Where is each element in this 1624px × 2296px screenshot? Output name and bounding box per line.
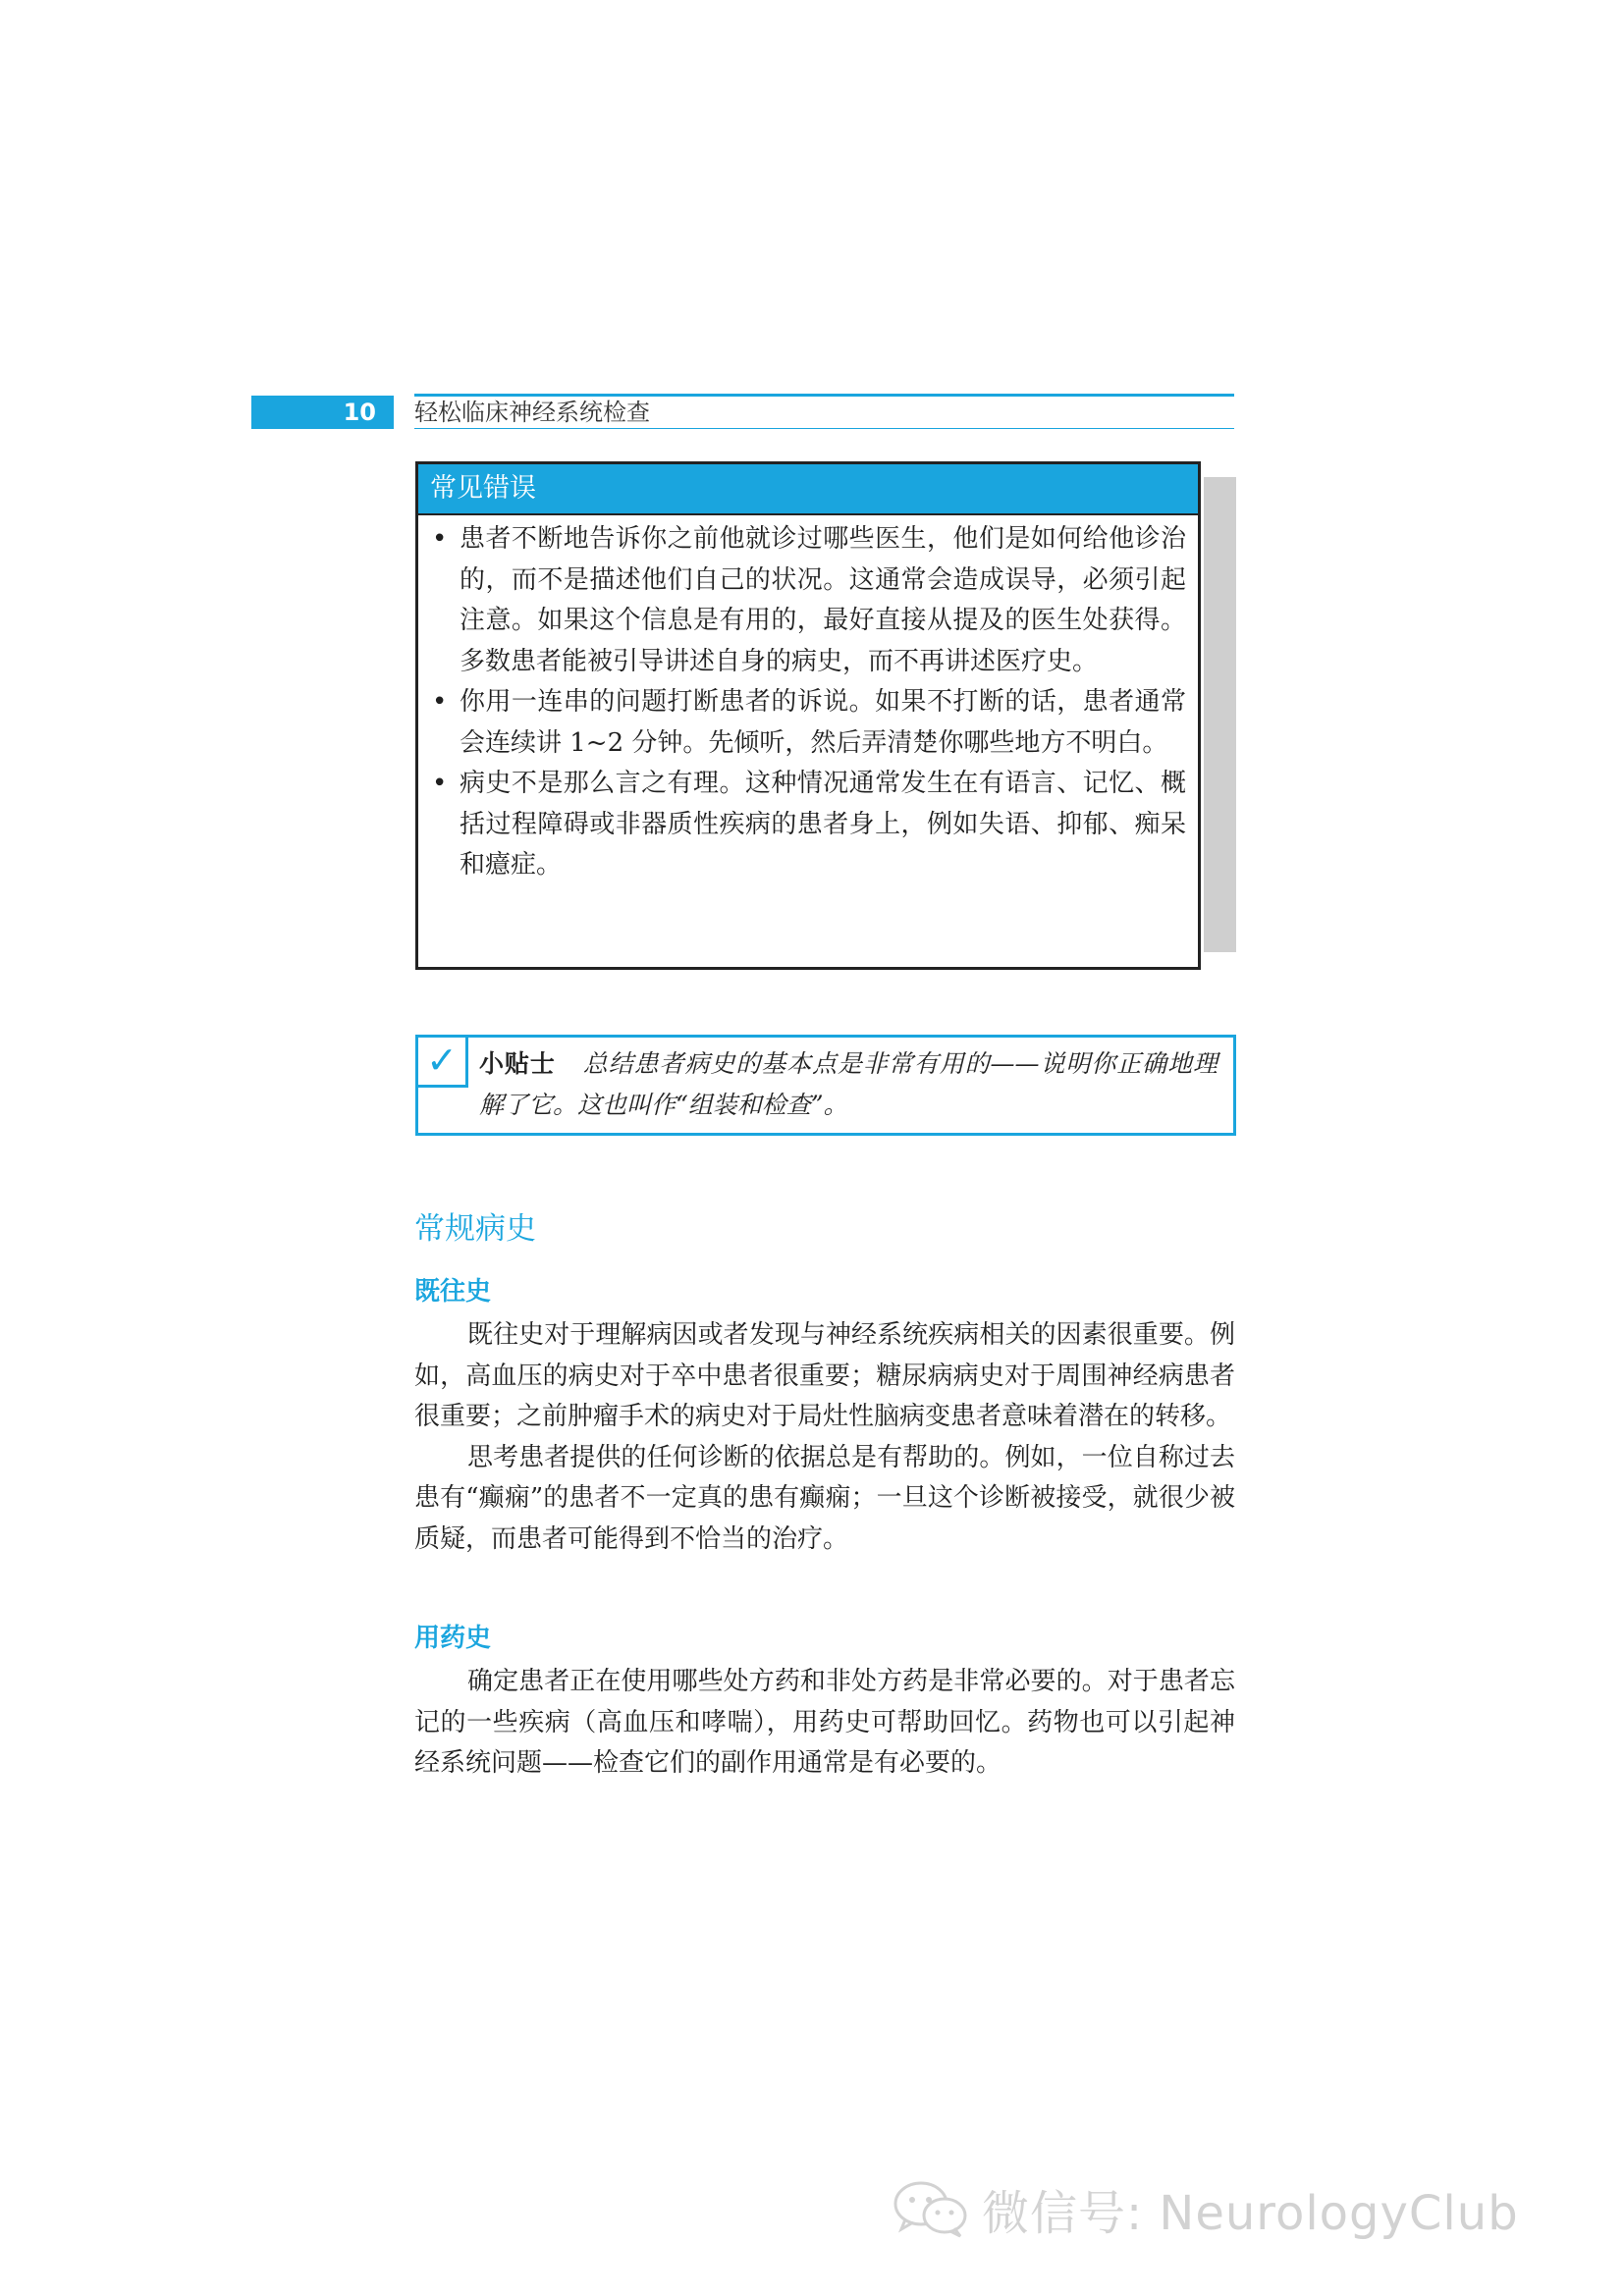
bullet-icon: • [432,769,448,798]
paragraph: 既往史对于理解病因或者发现与神经系统疾病相关的因素很重要。例如，高血压的病史对于卒中患者很重要；糖尿病病史对于周围神经病患者很重要；之前肿瘤手术的病史对于局灶性脑病变患者意味着潜在的转移。 [414,1320,1235,1431]
watermark-text: 微信号: NeurologyClub [982,2185,1519,2241]
common-mistakes-list [418,515,1198,886]
mistake-text: 你用一连串的问题打断患者的诉说。如果不打断的话，患者通常会连续讲 1~2 分钟。先倾听，然后弄清楚你哪些地方不明白。 [460,687,1186,758]
checkmark-icon: ✓ [418,1038,468,1088]
past-history-body [414,1315,1235,1560]
wechat-icon [892,2178,970,2239]
list-item [430,519,1186,682]
watermark [892,2174,1519,2243]
common-mistakes-box [415,461,1201,970]
tip-box [415,1035,1236,1136]
list-item [430,764,1186,886]
section-title: 常规病史 [414,1211,536,1247]
header-rule-bottom [414,428,1234,429]
common-mistakes-title: 常见错误 [418,464,1198,515]
tip-content [479,1043,1218,1126]
paragraph: 思考患者提供的任何诊断的依据总是有帮助的。例如，一位自称过去患有“癫痫”的患者不一定真的患有癫痫；一旦这个诊断被接受，就很少被质疑，而患者可能得到不恰当的治疗。 [414,1442,1235,1554]
running-book-title: 轻松临床神经系统检查 [414,399,650,426]
mistakes-box-shadow [1204,477,1236,952]
past-history-title: 既往史 [414,1277,492,1307]
drug-history-title: 用药史 [414,1624,492,1653]
mistake-text: 病史不是那么言之有理。这种情况通常发生在有语言、记忆、概括过程障碍或非器质性疾病的患者身上，例如失语、抑郁、痴呆和癔症。 [460,769,1186,880]
drug-history-body [414,1662,1235,1785]
tip-label: 小贴士 [479,1049,556,1078]
bullet-icon: • [432,687,448,717]
mistake-text: 患者不断地告诉你之前他就诊过哪些医生，他们是如何给他诊治的，而不是描述他们自己的状况。这通常会造成误导，必须引起注意。如果这个信息是有用的，最好直接从提及的医生处获得。多数患者能被引导讲述自身的病史，而不再讲述医疗史。 [460,524,1186,676]
page-number: 10 [251,396,394,429]
paragraph: 确定患者正在使用哪些处方药和非处方药是非常必要的。对于患者忘记的一些疾病（高血压和哮喘），用药史可帮助回忆。药物也可以引起神经系统问题——检查它们的副作用通常是有必要的。 [414,1667,1235,1778]
list-item [430,682,1186,764]
tip-text: 总结患者病史的基本点是非常有用的——说明你正确地理解了它。这也叫作“组装和检查”。 [479,1049,1218,1119]
bullet-icon: • [432,524,448,554]
